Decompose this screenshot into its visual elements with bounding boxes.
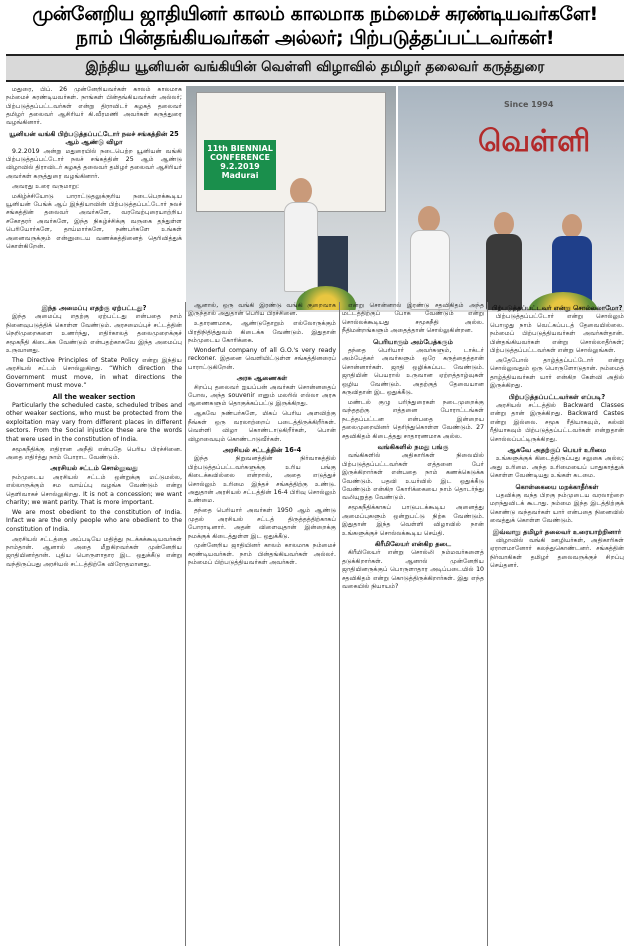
sub-headline-banner: இந்திய யூனியன் வங்கியின் வெள்ளி விழாவில் தமிழர் தலைவர் கருத்துரை bbox=[6, 54, 624, 82]
column-subheading: அரசியல் சட்டம் சொல்லுவது bbox=[50, 464, 138, 473]
column-3 bbox=[342, 302, 484, 946]
column-paragraph: விழாவில் வங்கி ஊழியர்கள், அதிகாரிகள் ஏராளமானோர் கலந்துகொண்டனர். சங்கத்தின் நிர்வாகிகள் தமிழர் தலைவருக்குச் சிறப்பு செய்தனர். bbox=[490, 537, 624, 570]
column-paragraph: முன்னேறிய ஜாதியினர் காலம் காலமாக நம்மைச் சுரண்டியவர்கள். நாம் பின்தங்கியவர்கள் அல்லர். நம்மைப் பிற்படுத்தியவர்கள் அவர்கள். bbox=[188, 542, 336, 567]
column-paragraph: தந்தை பெரியார் அவர்களும், டாக்டர் அம்பேத்கர் அவர்களும் ஒரே கருத்தைத்தான் சொன்னார்கள். ஜாதி ஒழிக்கப்பட வேண்டும். ஜாதியின் பெயரால் உருவான ஏற்றத்தாழ்வுகள் ஒழிய வேண்டும். அதற்குத் தேவையான கருவிதான் இட ஒதுக்கீடு. bbox=[342, 347, 484, 397]
column-subheading: வங்கிகளில் நமது பங்கு bbox=[377, 443, 449, 451]
column-paragraph: The Directive Principles of State Policy என்று இந்திய அரசியல் சட்டம் சொல்லுகிறது. “Which direction the Government must move, in what directions the Government must move.” bbox=[6, 356, 182, 390]
column-subheading: கொள்கையை மறக்காதீர்கள் bbox=[515, 482, 599, 491]
silver-jubilee-text: வெள்ளி bbox=[478, 123, 591, 159]
column-paragraph: அதேபோல் தாழ்த்தப்பட்டோர் என்று சொல்லுவதும் ஒரு பொருளோடுதான். நம்மைத் தாழ்த்தியவர்கள் யார் என்கிற கேள்வி அதில் இருக்கிறது. bbox=[490, 356, 624, 390]
dignitary-head bbox=[418, 206, 440, 232]
column-1 bbox=[6, 302, 182, 946]
column-paragraph: மண்டல் குழு பரிந்துரைகள் நடைமுறைக்கு வந்ததற்கு எத்தனை போராட்டங்கள் நடத்தப்பட்டன என்பதை இன்றைய தலைமுறையினர் தெரிந்துகொள்ள வேண்டும். 27 சதவிகிதம் கிடைத்தது சாதாரணமாக அல்ல. bbox=[342, 398, 484, 440]
dignitary-head bbox=[562, 214, 582, 238]
column-paragraph: அரசியல் சட்டத்தில் Backward Classes என்று தான் இருக்கிறது. Backward Castes என்று இல்லை. சமூக ரீதியாகவும், கல்வி ரீதியாகவும் பிற்படுத்தப்பட்டவர்கள் என்றுதான் சொல்லப்பட்டிருக்கிறது. bbox=[490, 401, 624, 443]
speaker bbox=[284, 202, 318, 292]
column-2 bbox=[188, 302, 336, 946]
column-paragraph: அரசியல் சட்டத்தை அப்படியே மதித்து நடக்கக்கூடியவர்கள் நாம்தான். ஆனால் அதை மீறுகிறவர்கள் முன்னேறிய ஜாதியினர்தான். புதிய பொருளாதார இட ஒதுக்கீடு என்று வந்திருப்பது அரசியல் சட்டத்திற்கே விரோதமானது. bbox=[6, 535, 182, 568]
column-paragraph: பிற்படுத்தப்பட்டோர் என்று சொல்லும் பொழுது நாம் வெட்கப்படத் தேவையில்லை. நம்மைப் பிற்படுத்தியவர்கள் அவர்கள்தான். பின்தங்கியவர்கள் என்று சொல்லாதீர்கள்; பிற்படுத்தப்பட்டவர்கள் என்று சொல்லுங்கள். bbox=[490, 313, 624, 355]
column-paragraph: We are most obedient to the constitution of India. Infact we are the only people who are obedient to the constitution of India. bbox=[6, 508, 182, 533]
column-subheading: பிற்படுத்தப்பட்டவர் என்று சொல்லலாமோ? bbox=[491, 304, 623, 312]
headline-line-2: நாம் பின்தங்கியவர்கள் அல்லர்; பிற்படுத்தப்பட்டவர்கள்! bbox=[75, 27, 555, 49]
headline bbox=[6, 4, 624, 50]
conference-sign-text: 11th BIENNIAL CONFERENCE bbox=[207, 143, 273, 162]
column-paragraph: இந்த நிறுவனத்தின் நிர்வாகத்தில் பிற்படுத்தப்பட்டவர்களுக்கு உரிய பங்கு கிடைக்கவில்லை என்றால், அதை எடுத்துச் சொல்லும் உரிமை இந்தச் சங்கத்திற்கு உண்டு. அதுதான் அரசியல் சட்டத்தின் 16-4 பிரிவு சொல்லும் உண்மை. bbox=[188, 455, 336, 505]
dignitary bbox=[410, 230, 450, 310]
article-columns bbox=[6, 302, 624, 946]
column-rule bbox=[487, 302, 488, 946]
speaker-head bbox=[290, 178, 312, 204]
dignitary bbox=[486, 234, 522, 310]
column-paragraph: வங்கிகளில் அதிகாரிகள் நிலையில் பிற்படுத்தப்பட்டவர்கள் எத்தனை பேர் இருக்கிறார்கள் என்பதை நாம் கணக்கெடுக்க வேண்டும். பதவி உயர்வில் இட ஒதுக்கீடு வேண்டும் என்கிற கோரிக்கையை நாம் தொடர்ந்து வலியுறுத்த வேண்டும். bbox=[342, 452, 484, 502]
lead-subheading: யூனியன் வங்கி பிற்படுத்தப்பட்டோர் நலச் சங்கத்தின் 25 ஆம் ஆண்டு விழா bbox=[9, 129, 179, 147]
lead-paragraph: மகிழ்ச்சியோடு பாராட்டுதலுக்குரிய நடைபெறக்கூடிய யூனியன் பேங்க் ஆப் இந்தியாவின் பிற்படுத்தப்பட்டோர் நலச் சங்கத்தின் தலைவர் அவர்களே, வரவேற்புரையாற்றிய சகோதரர் அவர்களே, இந்த நிகழ்ச்சிக்கு வருகை தந்துள்ள பெரியோர்களே, தாய்மார்களே, நண்பர்களே உங்கள் அனைவருக்கும் என்னுடைய வணக்கத்தினைத் தெரிவித்துக் கொள்கிறேன். bbox=[6, 192, 182, 250]
column-paragraph: என்று சொன்னால் இரண்டு சதவிகிதம் அந்த மட்டத்திற்குப் போக வேண்டும் என்று சொல்லக்கூடியது சமூகநீதி அல்ல. நீதிமன்றங்களும் அதைத்தான் சொல்லுகின்றன. bbox=[342, 302, 484, 335]
column-subheading: பிற்படுத்தப்பட்டவர்கள் எப்படி? bbox=[508, 392, 606, 401]
column-paragraph: இந்த அமைப்பு எதற்கு ஏற்பட்டது என்பதை நாம் நினைவுபடுத்திக் கொள்ள வேண்டும். அரசமைப்புச் சட்டத்தின் நெறிமுறைகளை உணர்ந்து, எதிர்காலத் தலைமுறைக்குச் சமூகநீதி கிடைக்க வேண்டும் என்பதற்காகவே இந்த அமைப்பு உருவானது. bbox=[6, 313, 182, 355]
column-rule bbox=[185, 302, 186, 946]
column-paragraph: ஆகவே நண்பர்களே, மிகப் பெரிய அளவிற்கு நீங்கள் ஒரு வரலாற்றைப் படைத்திருக்கிறீர்கள். வெள்ளி விழா கொண்டாடுகிறீர்கள், பொன் விழாவையும் கொண்டாடுவீர்கள். bbox=[188, 410, 336, 443]
headline-line-1: முன்னேறிய ஜாதியினர் காலம் காலமாக நம்மைச் சுரண்டியவர்களே! bbox=[32, 4, 598, 25]
lead-paragraph: 9.2.2019 அன்று மதுரையில் நடைபெற்ற யூனியன் வங்கி பிற்படுத்தப்பட்டோர் நலச் சங்கத்தின் 25 ஆம் ஆண்டு விழாவில் திராவிடர் கழகத் தலைவர் தமிழர் தலைவர் ஆசிரியர் அவர்கள் கருத்துரை வழங்கினார். bbox=[6, 147, 182, 180]
column-paragraph: தந்தை பெரியார் அவர்கள் 1950 ஆம் ஆண்டு முதல் அரசியல் சட்டத் திருத்தத்திற்காகப் போராடினார். அதன் விளைவுதான் இன்றைக்கு நமக்குக் கிடைத்துள்ள இட ஒதுக்கீடு. bbox=[188, 507, 336, 540]
column-subheading: அரசு ஆணைகள் bbox=[236, 374, 288, 383]
column-subheading: கிரீமிலேயர் என்கிற தடை bbox=[374, 539, 452, 548]
column-subheading: இந்த அமைப்பு எதற்கு ஏற்பட்டது? bbox=[41, 304, 147, 312]
column-paragraph: Wonderful company of all G.O.'s very ready reckoner. இதனை வெளியிட்டுள்ள சங்கத்தினரைப் பாராட்டுகிறேன். bbox=[188, 347, 336, 371]
lead-paragraph: அவரது உரை வருமாறு: bbox=[12, 182, 80, 190]
column-paragraph: ஆனால், ஒரு வங்கி இரண்டு வங்கி குறைவாக இருந்தால் அதுதான் பெரிய பிரச்சினை. bbox=[188, 302, 336, 318]
since-badge: Since 1994 bbox=[504, 99, 554, 109]
conference-sign bbox=[204, 140, 276, 190]
column-paragraph: சமூகநீதிக்கு எதிரான அநீதி என்பதே பெரிய பிரச்சினை. அதை எதிர்த்து நாம் போராட வேண்டும். bbox=[6, 445, 182, 461]
column-paragraph: நம்முடைய அரசியல் சட்டம் ஒன்றுக்கு மட்டுமல்ல, எல்லாருக்கும் சம வாய்ப்பு வழங்க வேண்டும் என்று தெளிவாகச் சொல்லுகிறது. It is not a concession; we want charity; we want parity. That is more important. bbox=[6, 473, 182, 506]
column-paragraph: உதாரணமாக, ஆண்டுதோறும் எல்லோருக்கும் பிரதிநிதித்துவம் கிடைக்க வேண்டும். இதுதான் நம்முடைய கோரிக்கை. bbox=[188, 320, 336, 345]
column-subheading: அரசியல் சட்டத்தின் 16-4 bbox=[222, 446, 302, 454]
silver-jubilee-logo bbox=[434, 94, 591, 204]
conference-date: 9.2.2019 Madurai bbox=[220, 161, 260, 180]
column-paragraph: பதவிக்கு வந்த பிறகு நம்முடைய வரலாற்றை மறந்துவிடக் கூடாது. நம்மை இந்த இடத்திற்குக் கொண்டு வந்தவர்கள் யார் என்பதை நினைவில் வைத்துக் கொள்ள வேண்டும். bbox=[490, 492, 624, 525]
column-4 bbox=[490, 302, 624, 946]
column-paragraph: உங்களுக்குக் கிடைத்திருப்பது சலுகை அல்ல; அது உரிமை. அந்த உரிமையைப் பாதுகாத்துக் கொள்ள வேண்டியது உங்கள் கடமை. bbox=[490, 455, 624, 480]
column-subheading: ஆகவே அதற்குப் பெயர் உரிமை bbox=[507, 446, 607, 454]
column-subheading: பெரியாரும் அம்பேத்கரும் bbox=[373, 337, 453, 346]
column-paragraph: Particularly the scheduled caste, scheduled tribes and other weaker sections, who must be protected from the exploitation may vary from different places in different sectors. From the Social injustice these are the words that were used in the constitution of India. bbox=[6, 401, 182, 443]
dignitary-head bbox=[494, 212, 514, 236]
column-subheading: All the weaker section bbox=[52, 392, 136, 401]
column-subheading: இவ்வாறு தமிழர் தலைவர் உரையாற்றினார் bbox=[492, 527, 622, 536]
lead-paragraph: மதுரை, பிப். 26 முன்னேறியவர்கள் காலம் காலமாக நம்மைச் சுரண்டியவர்கள். நாங்கள் பின்தங்கியவர்கள் அல்லர்; பிற்படுத்தப்பட்டவர்கள் என்று திராவிடர் கழகத் தலைவர் தமிழர் தலைவர் ஆசிரியர் கி.வீரமணி அவர்கள் கருத்துரை வழங்கினார். bbox=[6, 85, 182, 127]
column-paragraph: கிரீமிலேயர் என்று சொல்லி நம்மவர்களைத் தடுக்கிறார்கள். ஆனால் முன்னேறிய ஜாதியினருக்குப் பொருளாதார அடிப்படையில் 10 சதவிகிதம் என்று கொடுத்திருக்கிறார்கள். இது எந்த வகையில் நியாயம்? bbox=[342, 549, 484, 590]
column-paragraph: சமூகநீதிக்காகப் பாடுபடக்கூடிய அனைத்து அமைப்புகளும் ஒன்றுபட்டு நிற்க வேண்டும். இதுதான் இந்த வெள்ளி விழாவில் நான் உங்களுக்குச் சொல்லக்கூடிய செய்தி. bbox=[342, 504, 484, 537]
column-paragraph: சிறப்பு தலைவர் ஐயப்பன் அவர்கள் சொன்னதைப் போல, அந்த souvenir எனும் மலரில் எல்லா அரசு ஆணைகளும் தொகுக்கப்பட்டு இருக்கிறது. bbox=[188, 383, 336, 408]
column-rule bbox=[339, 302, 340, 946]
